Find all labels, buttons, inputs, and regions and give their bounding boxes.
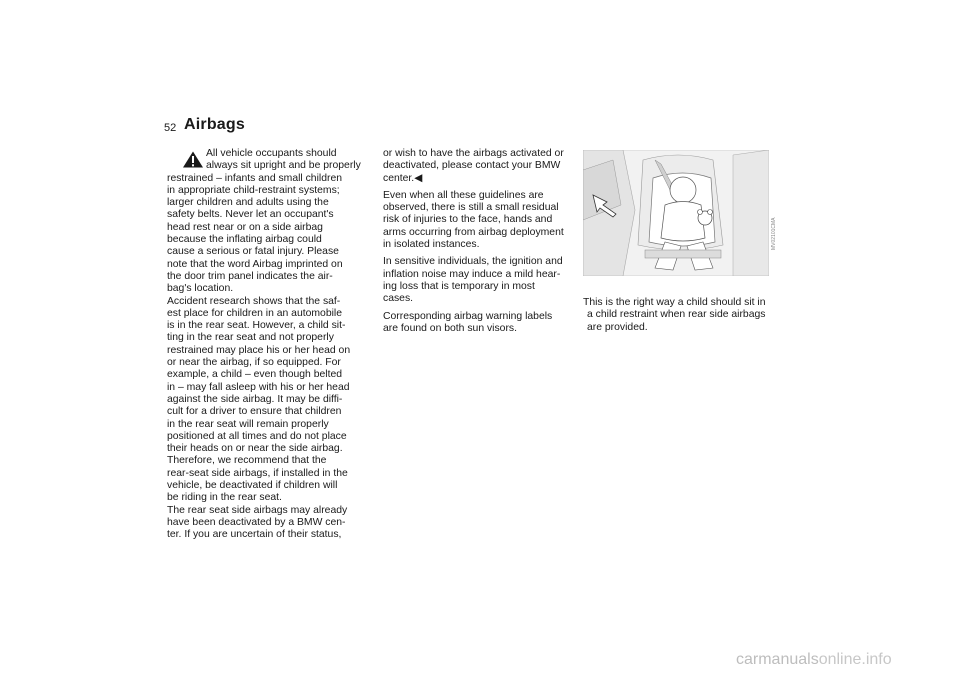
watermark-prefix: carmanuals xyxy=(736,651,819,668)
text-line: note that the word Airbag imprinted on xyxy=(167,258,343,270)
text-line: All vehicle occupants should xyxy=(206,148,337,159)
text-line: the door trim panel indicates the air- xyxy=(167,270,333,282)
text-line: rear-seat side airbags, if installed in the xyxy=(167,467,348,479)
text-line: example, a child – even though belted xyxy=(167,369,343,381)
text-line: or wish to have the airbags activated or xyxy=(383,148,564,159)
text-line: have been deactivated by a BMW cen- xyxy=(167,516,346,528)
text-line: The rear seat side airbags may already xyxy=(167,504,348,516)
text-line: cause a serious or fatal injury. Please xyxy=(167,246,339,258)
text-line: in the rear seat will remain properly xyxy=(167,418,329,430)
text-line: or near the airbag, if so equipped. For xyxy=(167,357,341,369)
text-line: est place for children in an automobile xyxy=(167,307,343,319)
text-line: safety belts. Never let an occupant's xyxy=(167,209,334,221)
paragraph xyxy=(383,311,578,336)
text-line: Corresponding airbag warning labels xyxy=(383,310,553,322)
figure-caption xyxy=(583,297,778,334)
text-line: in – may fall asleep with his or her head xyxy=(167,381,350,393)
text-line: larger children and adults using the xyxy=(167,197,329,209)
text-line: restrained – infants and small children xyxy=(167,172,343,184)
caption-line: are provided. xyxy=(587,321,648,333)
caption-line: a child restraint when rear side airbags xyxy=(587,309,766,321)
text-line: positioned at all times and do not place xyxy=(167,430,347,442)
text-line: are found on both sun visors. xyxy=(383,322,518,334)
text-line: cases. xyxy=(383,293,414,305)
paragraph xyxy=(383,148,578,185)
text-line: is in the rear seat. However, a child sit- xyxy=(167,320,346,332)
text-line: Therefore, we recommend that the xyxy=(167,455,327,467)
text-line: ting in the rear seat and not properly xyxy=(167,332,334,344)
text-line: Even when all these guidelines are xyxy=(383,189,544,201)
text-line: always sit upright and be properly xyxy=(206,160,361,172)
text-line: Accident research shows that the saf- xyxy=(167,295,341,307)
text-line: observed, there is still a small residual xyxy=(383,202,559,214)
text-column-2 xyxy=(383,148,578,340)
watermark-suffix: online.info xyxy=(818,651,892,668)
caption-line: This is the right way a child should sit in xyxy=(583,297,766,308)
text-line: in isolated instances. xyxy=(383,239,480,251)
text-line: ing loss that is temporary in most xyxy=(383,280,535,292)
text-line: head rest near or on a side airbag xyxy=(167,221,323,233)
text-line: against the side airbag. It may be diffi- xyxy=(167,393,343,405)
paragraph xyxy=(383,256,578,305)
text-line: inflation noise may induce a mild hear- xyxy=(383,268,561,280)
text-line: arms occurring from airbag deployment xyxy=(383,226,564,238)
text-line: in appropriate child-restraint systems; xyxy=(167,184,340,196)
section-title: Airbags xyxy=(184,116,245,133)
paragraph xyxy=(383,190,578,251)
text-line: cult for a driver to ensure that children xyxy=(167,406,342,418)
text-line: risk of injuries to the face, hands and xyxy=(383,214,553,226)
text-line: because the inflating airbag could xyxy=(167,234,322,246)
text-line: restrained may place his or her head on xyxy=(167,344,351,356)
warning-text-column xyxy=(167,148,377,542)
text-line: vehicle, be deactivated if children will xyxy=(167,480,338,492)
text-line: be riding in the rear seat. xyxy=(167,492,282,504)
watermark xyxy=(736,651,892,669)
text-line: deactivated, please contact your BMW xyxy=(383,160,561,172)
child-seat-illustration xyxy=(583,150,769,276)
text-line: center.◀ xyxy=(383,172,423,184)
text-line: In sensitive individuals, the ignition and xyxy=(383,256,563,268)
figure-code: MV02101CMA xyxy=(771,217,777,250)
text-line: their heads on or near the side airbag. xyxy=(167,443,343,455)
text-line: bag's location. xyxy=(167,283,234,295)
page-number: 52 xyxy=(164,122,177,134)
text-line: ter. If you are uncertain of their status, xyxy=(167,529,342,541)
